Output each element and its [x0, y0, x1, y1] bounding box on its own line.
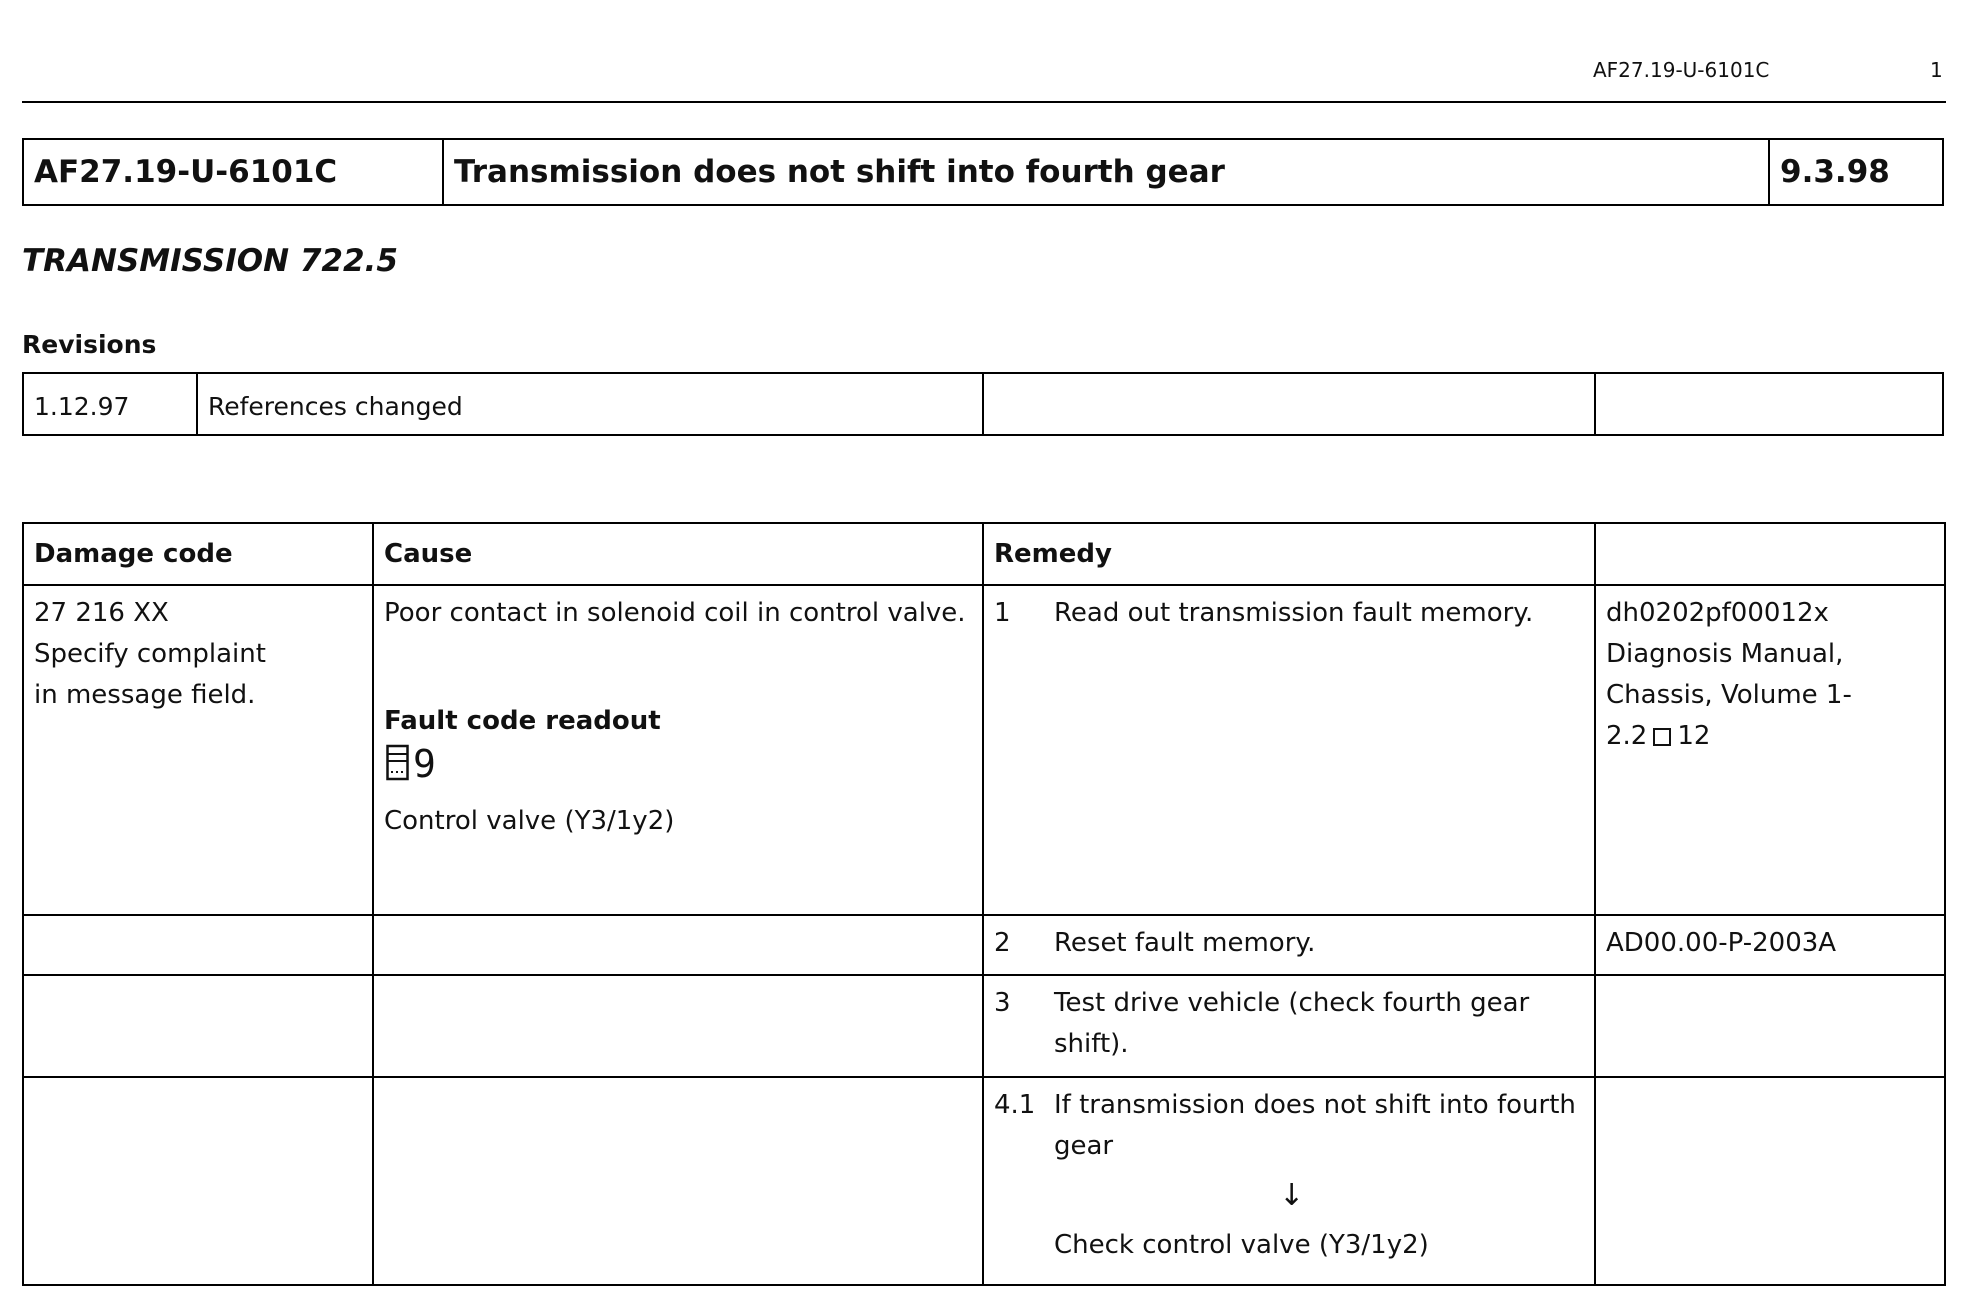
- remedy-cell: [983, 915, 1595, 975]
- revision-empty-cell: [984, 374, 1596, 434]
- doc-date: 9.3.98: [1780, 154, 1890, 190]
- damage-code-cell: [23, 585, 373, 915]
- fault-code-number: 9: [413, 744, 436, 782]
- cause-cell: [373, 585, 983, 915]
- revisions-table: [22, 372, 1944, 436]
- fault-code-display: [386, 744, 972, 795]
- reference-doc-id: dh0202pf00012x: [1606, 598, 1829, 628]
- remedy-cell: [983, 1077, 1595, 1285]
- table-row: [23, 915, 1945, 975]
- step-action: Check control valve (Y3/1y2): [1054, 1230, 1429, 1260]
- header-reference: [1595, 523, 1945, 585]
- remedy-cell: [983, 585, 1595, 915]
- reference-line: Diagnosis Manual,: [1606, 639, 1844, 669]
- damage-code-note: in message field.: [34, 680, 256, 710]
- section-title: TRANSMISSION 722.5: [22, 243, 398, 279]
- damage-code-cell: [23, 975, 373, 1077]
- header-rule: [22, 101, 1946, 103]
- cause-cell: [373, 975, 983, 1077]
- step-text: Read out transmission fault memory.: [1054, 598, 1534, 628]
- fault-code-component: Control valve (Y3/1y2): [384, 806, 675, 836]
- table-row: [23, 1077, 1945, 1285]
- page-number: 1: [1930, 58, 1943, 82]
- fault-readout-display-icon: [386, 744, 446, 782]
- reference-page-ref: [1606, 716, 1934, 757]
- reference-cell: [1595, 975, 1945, 1077]
- cause-text: Poor contact in solenoid coil in control valve.: [384, 598, 966, 628]
- step-number: 1: [994, 598, 1011, 628]
- revision-empty-cell: [1596, 374, 1942, 434]
- doc-title: Transmission does not shift into fourth gear: [444, 140, 1770, 204]
- revisions-label: Revisions: [22, 330, 157, 359]
- reference-cell: AD00.00-P-2003A: [1595, 915, 1945, 975]
- step-condition: If transmission does not shift into fourth gear: [1054, 1090, 1576, 1161]
- header-damage-code: Damage code: [23, 523, 373, 585]
- reference-cell: [1595, 585, 1945, 915]
- reference-line: Chassis, Volume 1-: [1606, 680, 1852, 710]
- reference-page: 12: [1677, 721, 1711, 751]
- damage-code-cell: [23, 1077, 373, 1285]
- reference-cell: [1595, 1077, 1945, 1285]
- page-reference-icon: [1653, 728, 1671, 746]
- down-arrow-icon: ↓: [1279, 1178, 1305, 1213]
- cause-cell: [373, 915, 983, 975]
- table-row: [23, 585, 1945, 915]
- step-text: Reset fault memory.: [1054, 928, 1316, 958]
- diagnosis-table: [22, 522, 1946, 1286]
- fault-code-heading: Fault code readout: [384, 706, 661, 736]
- cause-cell: [373, 1077, 983, 1285]
- step-text: Test drive vehicle (check fourth gear shift).: [1054, 988, 1530, 1059]
- table-header-row: [23, 523, 1945, 585]
- damage-code-note: Specify complaint: [34, 639, 266, 669]
- damage-code: 27 216 XX: [34, 598, 169, 628]
- reference-section: 2.2: [1606, 721, 1648, 751]
- remedy-cell: [983, 975, 1595, 1077]
- table-row: [23, 975, 1945, 1077]
- header-remedy: Remedy: [983, 523, 1595, 585]
- header-cause: Cause: [373, 523, 983, 585]
- revision-date: 1.12.97: [24, 374, 198, 434]
- title-bar: [22, 138, 1944, 206]
- running-header-doc-id: AF27.19-U-6101C: [1593, 58, 1770, 82]
- revision-text: References changed: [198, 374, 984, 434]
- step-number: 4.1: [994, 1090, 1036, 1120]
- damage-code-cell: [23, 915, 373, 975]
- step-number: 2: [994, 928, 1011, 958]
- step-number: 3: [994, 988, 1011, 1018]
- doc-id: AF27.19-U-6101C: [24, 140, 444, 204]
